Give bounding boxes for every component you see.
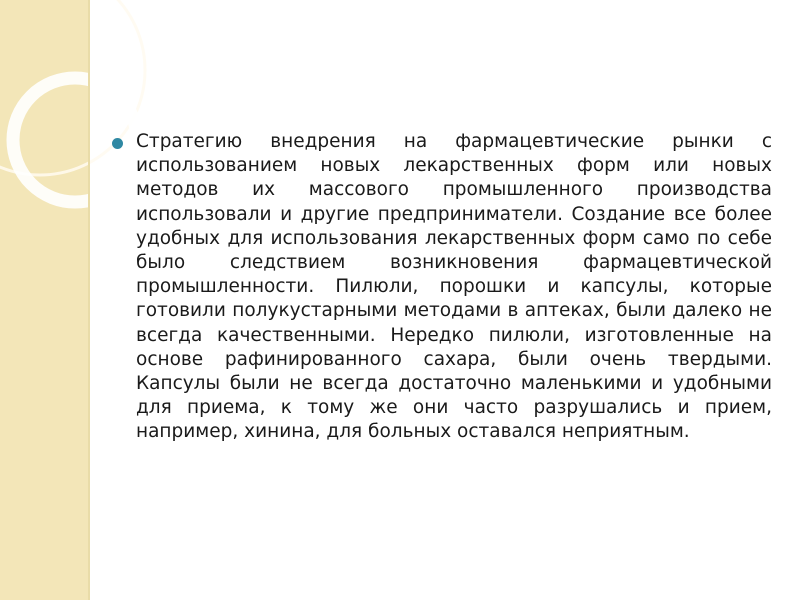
sidebar-divider: [88, 0, 90, 600]
slide-content: [108, 130, 772, 445]
bullet-text: Стратегию внедрения на фармацевтические рынки с использованием новых лекарственных форм или новых методов их массового промышленного производства использовали и другие предприниматели. Создание все более удобных для использования лекарственных форм само по себе было следствием возникновения фармацевтической промышленности. Пилюли, порошки и капсулы, которые готовили полукустарными методами в аптеках, были далеко не всегда качественными. Нередко пилюли, изготовленные на основе рафинированного сахара, были очень твердыми. Капсулы были не всегда достаточно маленькими и удобными для приема, к тому же они часто разрушались и прием, например, хинина, для больных оставался неприятным.: [136, 131, 772, 443]
bullet-item: [108, 130, 772, 445]
bullet-dot-icon: [112, 138, 123, 149]
